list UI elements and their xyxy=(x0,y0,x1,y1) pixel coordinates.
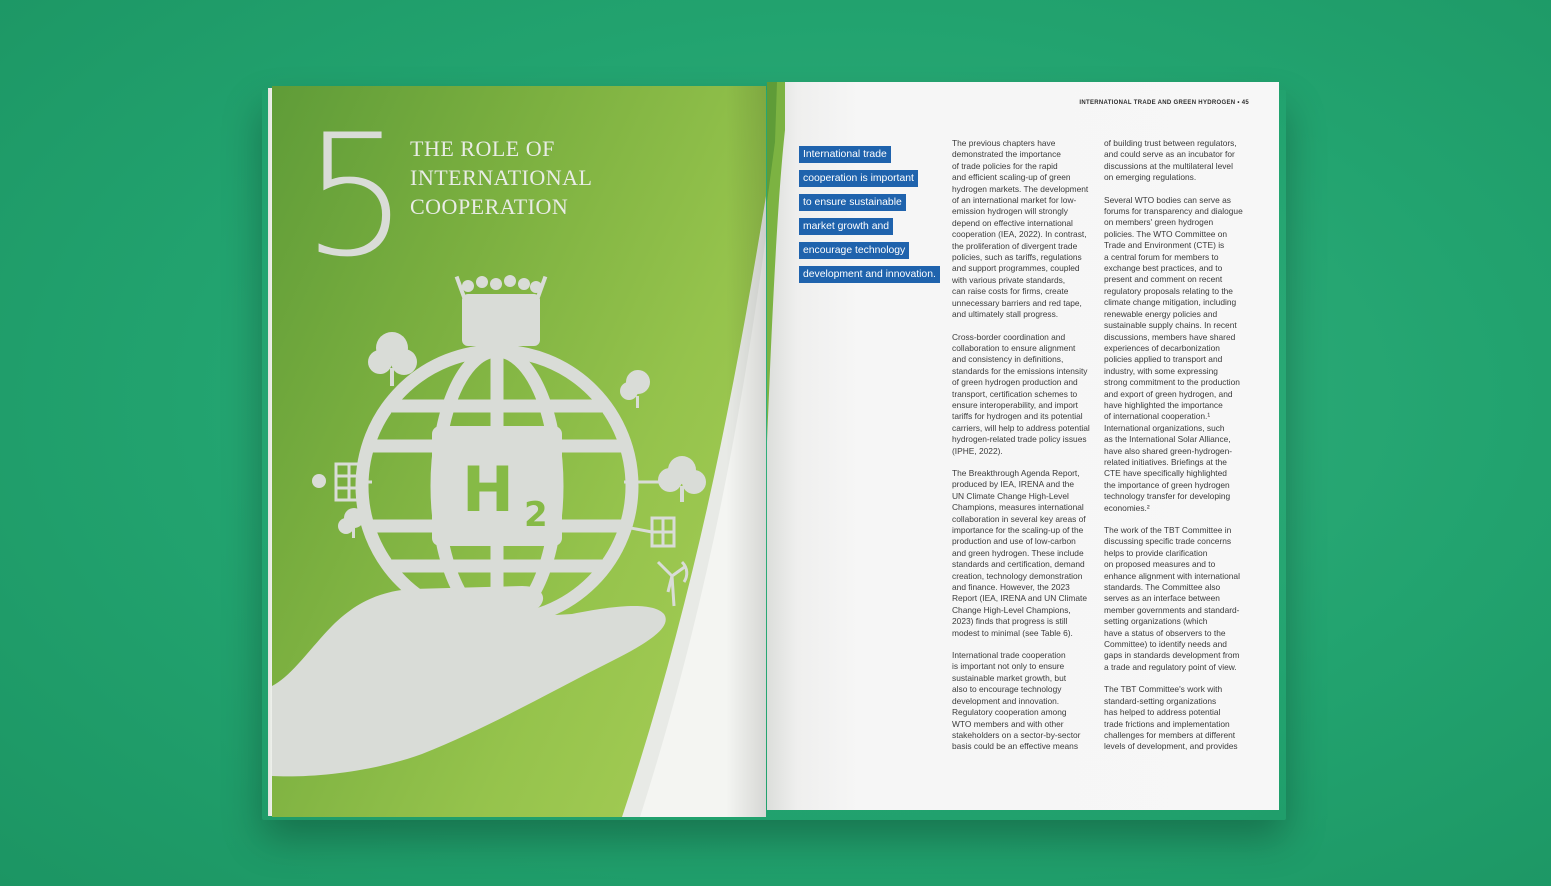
pull-quote-line: International trade xyxy=(799,146,891,163)
pull-quote-line: encourage technology xyxy=(799,242,909,259)
people-icon xyxy=(455,275,548,346)
body-paragraph: of building trust between regulators, and could serve as an incubator for discussions at the multilateral level on emerging regulations. xyxy=(1104,138,1237,183)
body-paragraph: The Breakthrough Agenda Report, produced by IEA, IRENA and the UN Climate Change High-Level Champions, measures international collaboration in several key areas of importance for the scaling-up of the production and use of low-carbon and green hydrogen. These include standards and certification, demand creation, technology demonstration and finance. However, the 2023 Report (IEA, IRENA and UN Climate Change High-Level Champions, 2023) finds that progress is still modest to minimal (see Table 6). xyxy=(952,467,1087,638)
gutter-shade xyxy=(726,86,766,817)
chapter-number: 5 xyxy=(302,98,405,294)
pull-quote-line: to ensure sustainable xyxy=(799,194,906,211)
body-paragraph: Cross-border coordination and collaboration to ensure alignment and consistency in definitions, standards for the emissions intensity of green hydrogen production and transport, certification schemes to ensure interoperability, and import tariffs for hydrogen and its potential carriers, will help to address potential hydrogen-related trade policy issues (IPHE, 2022). xyxy=(952,331,1090,456)
sun-icon xyxy=(312,474,326,488)
text-column-1 xyxy=(952,138,1100,764)
left-page xyxy=(272,86,766,817)
h2-subscript: 2 xyxy=(524,495,548,535)
body-paragraph: The TBT Committee's work with standard-setting organizations has helped to address potential trade frictions and implementation challenges for members at different levels of development, and provides xyxy=(1104,684,1238,752)
body-paragraph: Several WTO bodies can serve as forums for transparency and dialogue on members' green hydrogen policies. The WTO Committee on Trade and Environment (CTE) is a central forum for members to exchange best practices, and to present and comment on recent regulatory proposals relating to the climate change mitigation, including renewable energy policies and sustainable supply chains. In recent discussions, members have shared experiences of decarbonization policies applied to transport and industry, with some expressing strong commitment to the production and export of green hydrogen, and have highlighted the importance of international cooperation.¹ International organizations, such as the International Solar Alliance, have also shared green-hydrogen- related initiatives. Briefings at the CTE have specifically highlighted the importance of green hydrogen technology transfer for developing economies.² xyxy=(1104,194,1243,513)
wind-turbine-icon xyxy=(658,562,687,606)
pull-quote xyxy=(799,144,959,288)
body-paragraph: International trade cooperation is important not only to ensure sustainable market growth, but also to encourage technology development and innovation. Regulatory cooperation among WTO members and with other stakeholders on a sector-by-sector basis could be an effective means xyxy=(952,650,1081,752)
pull-quote-line: cooperation is important xyxy=(799,170,918,187)
running-header: INTERNATIONAL TRADE AND GREEN HYDROGEN • 45 xyxy=(1079,100,1249,106)
body-paragraph: The previous chapters have demonstrated the importance of trade policies for the rapid and efficient scaling-up of green hydrogen markets. The development of an international market for low- emission hydrogen will strongly depend on effective international cooperation (IEA, 2022). In contrast, the proliferation of divergent trade policies, such as tariffs, regulations and support programmes, coupled with various private standards, can raise costs for firms, create unnecessary barriers and red tape, and ultimately stall progress. xyxy=(952,138,1089,320)
body-paragraph: The work of the TBT Committee in discussing specific trade concerns helps to provide clarification on proposed measures and to enhance alignment with international standards. The Committee also serves as an interface between member governments and standard- setting organizations (which have a status of observers to the Committee) to identify needs and gaps in standards development from a trade and regulatory point of view. xyxy=(1104,525,1240,672)
h2-symbol: H xyxy=(462,453,514,526)
text-column-2 xyxy=(1104,138,1252,764)
pull-quote-line: development and innovation. xyxy=(799,266,940,283)
pull-quote-line: market growth and xyxy=(799,218,893,235)
right-page xyxy=(767,82,1279,810)
chapter-title: THE ROLE OF INTERNATIONAL COOPERATION xyxy=(410,136,593,219)
